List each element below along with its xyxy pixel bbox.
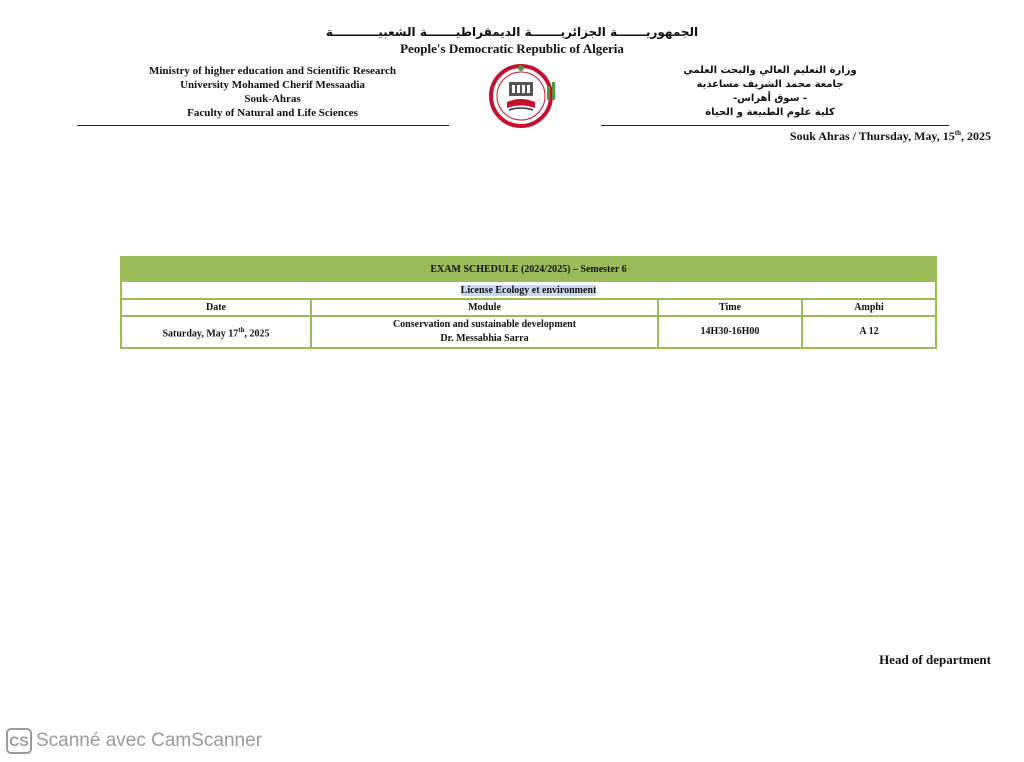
arabic-country-title: الجمهوريـــــــة الجزائريـــــــة الديمقراطيـــــــة الشعبيـــــــــــة: [325, 25, 699, 39]
city-line: Souk-Ahras: [244, 93, 301, 105]
exam-time: 14H30-16H00: [658, 316, 802, 348]
column-header-time: Time: [658, 299, 802, 316]
program-name: License Ecology et environment: [460, 284, 597, 296]
camscanner-watermark: [6, 728, 262, 754]
university-line: University Mohamed Cherif Messaadia: [180, 79, 365, 91]
university-line-ar: جامعة محمد الشريف مساعدية: [696, 79, 844, 90]
exam-module: [311, 316, 658, 348]
signature-label: Head of department: [879, 652, 991, 667]
module-teacher: Dr. Messabhia Sarra: [440, 333, 529, 344]
module-name: Conservation and sustainable development: [392, 319, 577, 330]
issue-date: [790, 129, 991, 144]
city-line-ar: - سوق أهراس-: [732, 93, 808, 104]
watermark-text: Scanné avec CamScanner: [36, 730, 263, 751]
faculty-line-ar: كلية علوم الطبيعة و الحياة: [705, 107, 835, 118]
country-title: People's Democratic Republic of Algeria: [400, 41, 624, 56]
exam-date-year: , 2025: [244, 328, 270, 340]
table-subtitle-cell: [121, 281, 936, 299]
issue-date-ordinal: th: [954, 129, 961, 137]
table-header-row: [121, 299, 936, 316]
table-subtitle-row: [121, 281, 936, 299]
exam-date-ordinal: th: [238, 325, 245, 334]
institution-block-ar: [640, 64, 900, 120]
column-header-module: Module: [311, 299, 658, 316]
exam-schedule-table: [120, 256, 937, 349]
ministry-line-ar: وزارة التعليم العالي والبحث العلمي: [683, 65, 857, 76]
exam-date-text: Saturday, May 17: [162, 328, 239, 340]
issue-date-text: Souk Ahras / Thursday, May, 15: [789, 129, 955, 143]
header-divider-right: [601, 125, 949, 126]
institution-block-en: [100, 64, 445, 120]
column-header-amphi: Amphi: [802, 299, 936, 316]
table-title-row: [121, 257, 936, 281]
camscanner-logo-icon: CS: [6, 728, 32, 754]
university-seal-icon: [487, 58, 562, 130]
column-header-date: Date: [121, 299, 311, 316]
header-divider-left: [77, 125, 449, 126]
exam-date: [121, 316, 311, 348]
ministry-line: Ministry of higher education and Scientific Research: [148, 65, 397, 77]
faculty-line: Faculty of Natural and Life Sciences: [187, 107, 358, 119]
table-title: EXAM SCHEDULE (2024/2025) – Semester 6: [121, 257, 936, 281]
table-row: [121, 316, 936, 348]
issue-date-year: , 2025: [961, 129, 991, 143]
exam-amphi: A 12: [802, 316, 936, 348]
